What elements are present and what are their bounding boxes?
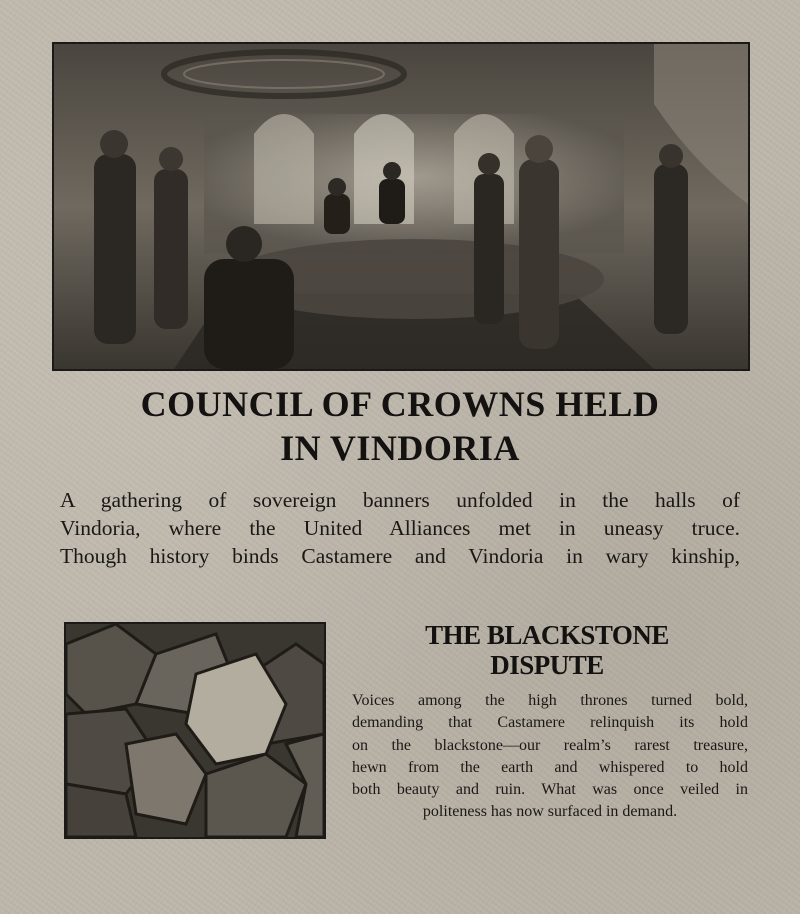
sidebar-body-line-6: politeness has now surfaced in demand. [422,803,678,821]
council-scene [54,44,748,369]
sidebar-body [352,690,748,824]
lede-line-3: Though history binds Castamere and Vindoria in wary kinship, [60,544,740,568]
sidebar-body-line-4: hewn from the earth and whispered to hold [352,758,748,776]
council-illustration [52,42,750,371]
main-headline-line-2: IN VINDORIA [280,428,520,468]
lede-line-2: Vindoria, where the United Alliances met in uneasy truce. [60,516,740,540]
blackstone-illustration [64,622,326,839]
lede-paragraph [60,486,740,570]
sidebar-headline-line-2: DISPUTE [490,650,604,680]
blackstone-crystals [66,624,324,837]
sidebar-body-line-1: Voices among the high thrones turned bold, [352,692,748,709]
sidebar-headline-line-1: THE BLACKSTONE [425,620,669,650]
main-headline [40,382,760,470]
sidebar-headline [380,620,714,680]
sidebar-body-line-5: both beauty and ruin. What was once veiled in [352,781,748,799]
main-headline-line-1: COUNCIL OF CROWNS HELD [140,384,660,424]
lede-line-1: A gathering of sovereign banners unfolded in the halls of [60,488,740,512]
sidebar-body-line-3: on the blackstone—our realm’s rarest treasure, [352,736,748,754]
sidebar-body-line-2: demanding that Castamere relinquish its hold [352,714,748,732]
